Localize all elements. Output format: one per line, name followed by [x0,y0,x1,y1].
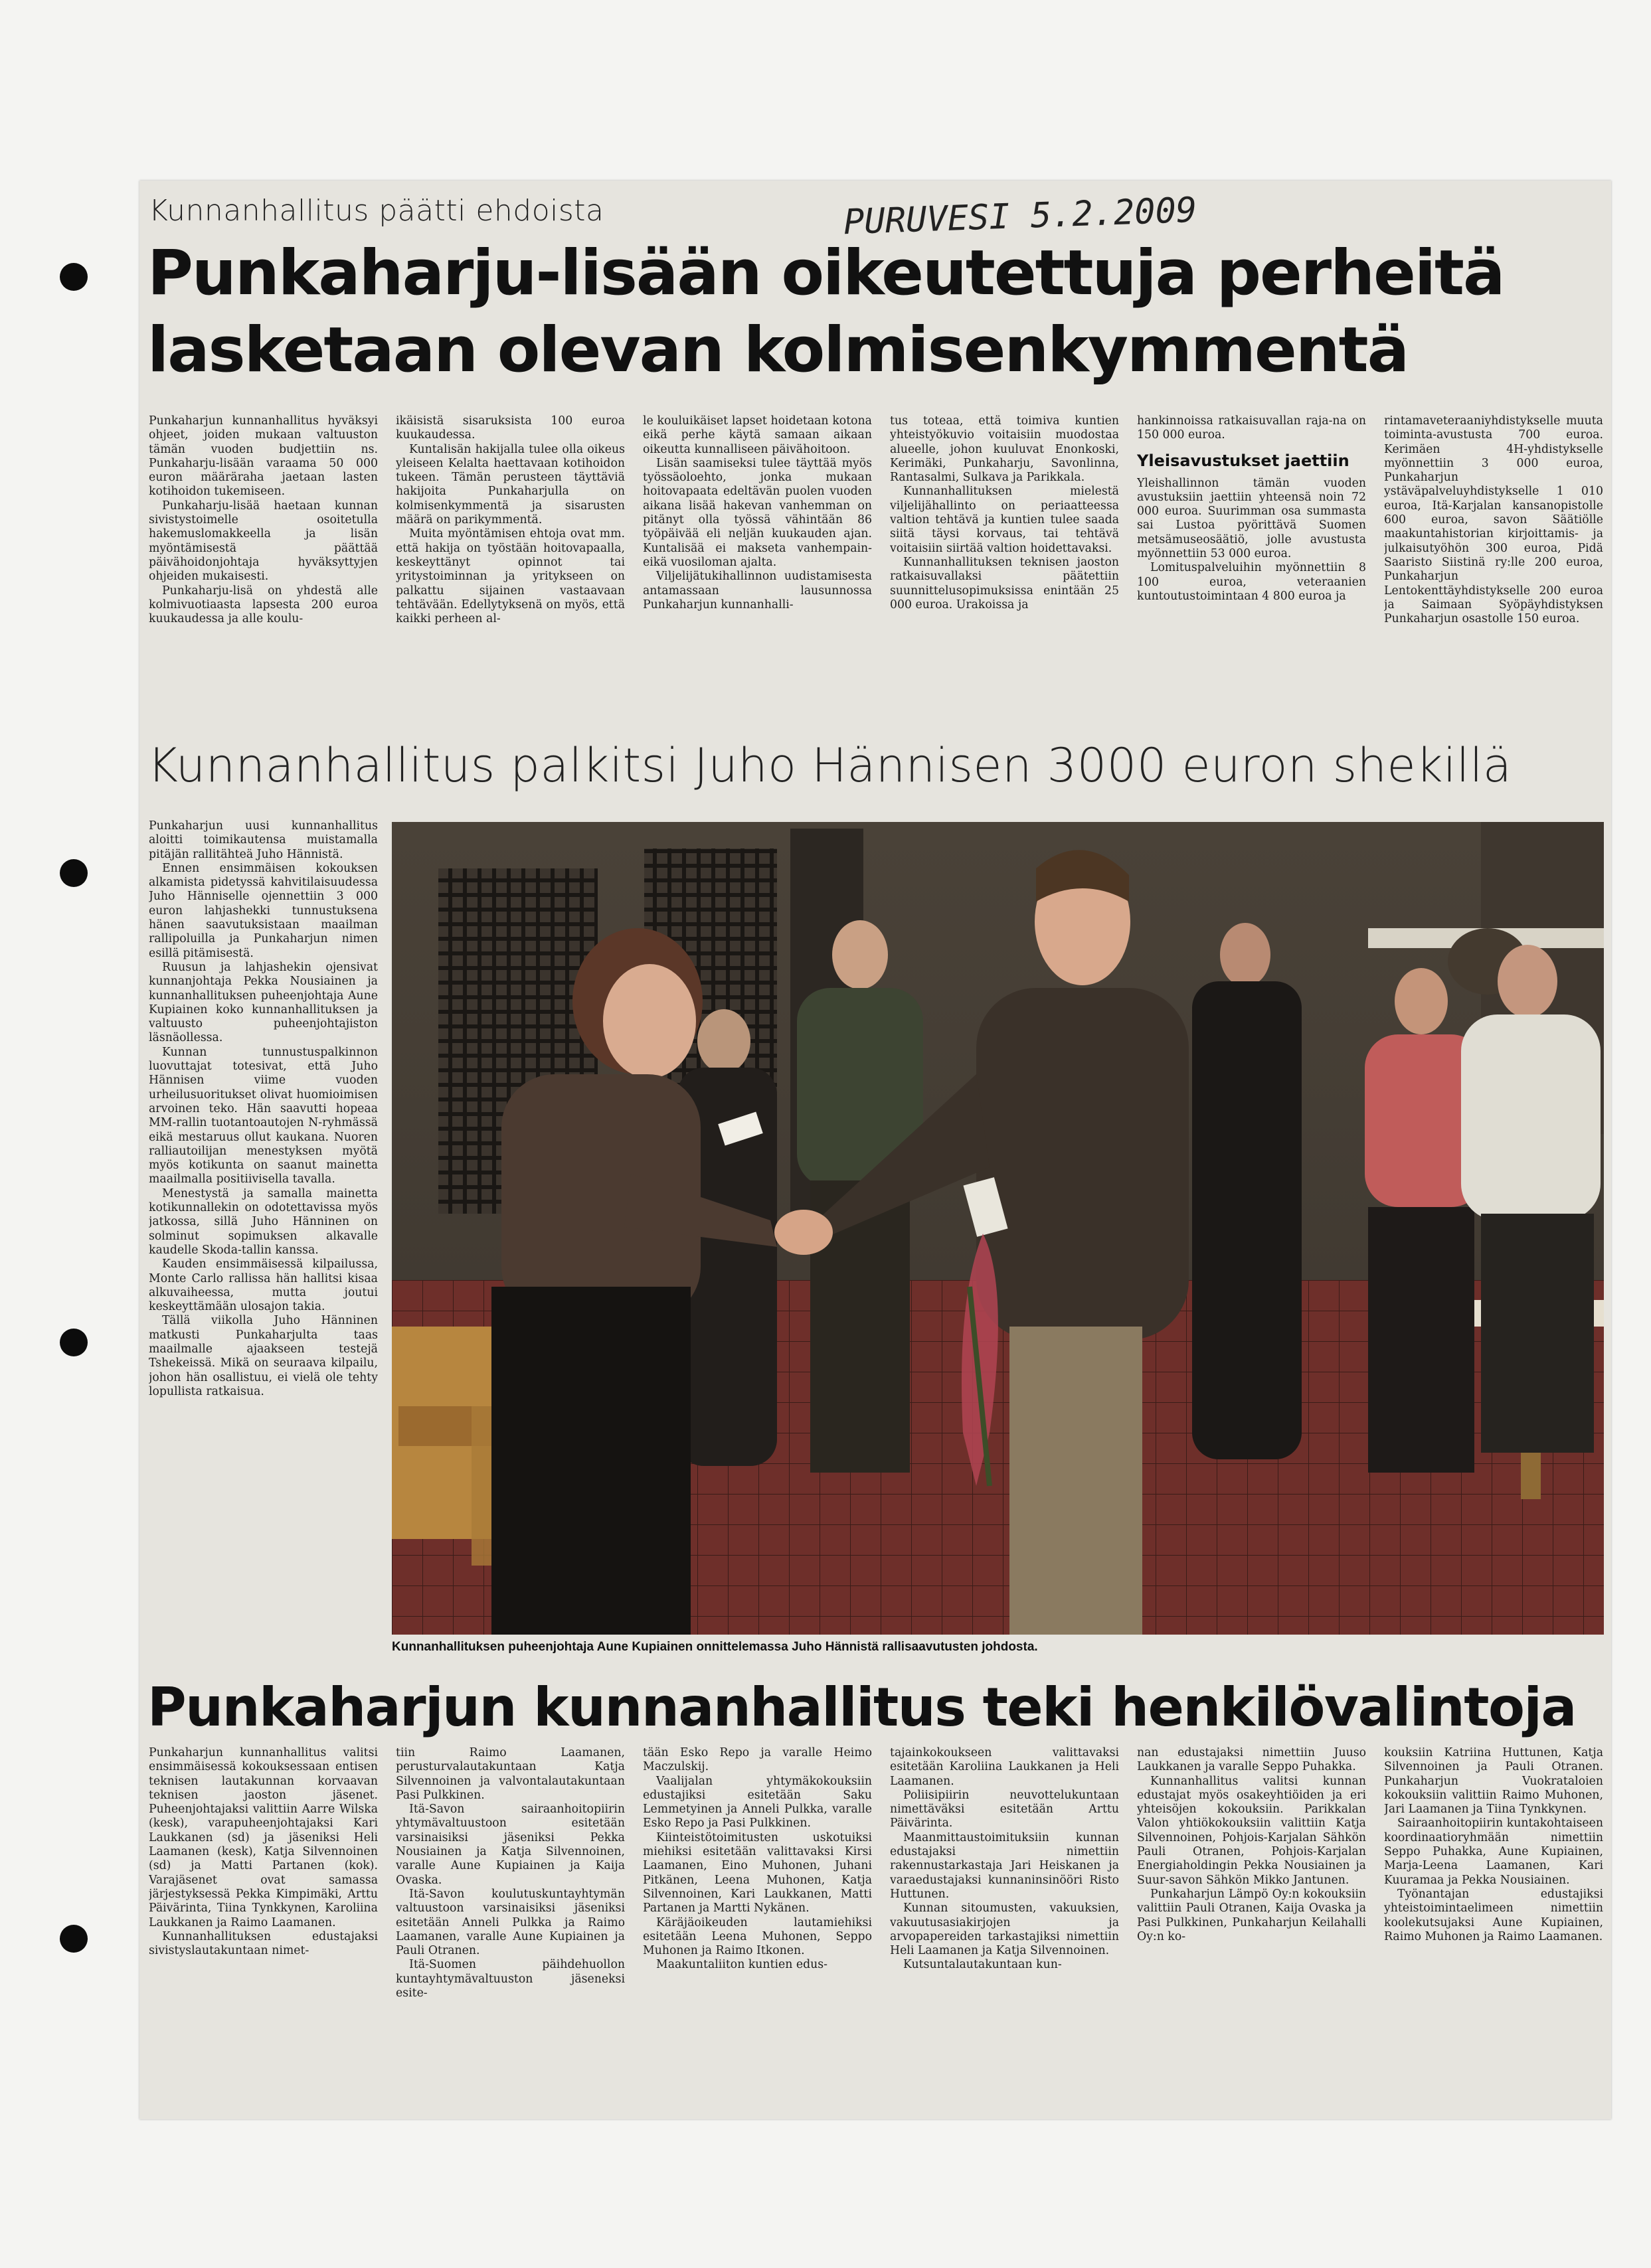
article3-col3-paragraph: Maakuntaliiton kuntien edus- [656,1958,828,1972]
article1-col2-paragraph: Muita myöntämisen ehtoja ovat mm. että hakija on työstään hoitovapaalla, keskeyttänyt opinnot tai yritystoiminnan ja yritykseen on palkattu sijainen vastaavaan tehtävään. Edellytyksenä on myös, että kaikki perheen al- [396,527,625,626]
article3-col5-paragraph: nan edustajaksi nimettiin Juuso Laukkanen ja varalle Seppo Puhakka. [1137,1746,1366,1774]
article1-col3-paragraph: Lisän saamiseksi tulee täyttää myös työssäoloehto, jonka mukaan hoitovapaata edeltävän puolen vuoden aikana lisää hakevan vanhemman on pitänyt olla työssä vähintään 86 työpäivää eli neljän kuukauden ajan. Kuntalisää ei makseta vanhempain- eikä vuosiloman ajalta. [643,456,872,569]
article1-column-4 [890,414,1119,700]
article3-col3-paragraph: Kiinteistötoimitusten uskotuiksi miehiksi esitetään valittavaksi Kirsi Laamanen, Eino Muhonen, Juhani Pitkänen, Leena Muhonen, Katja Silvennoinen, Kari Laukkanen, Matti Partanen ja Martti Nykänen. [643,1830,872,1915]
article1-col5-top-text: hankinnoissa ratkaisuvallan raja-na on 150 000 euroa. [1137,414,1366,442]
article1-col3-paragraph: Viljelijätukihallinnon uudistamisesta antamassaan lausunnossa Punkaharjun kunnanhalli- [643,570,872,611]
article3-col1-paragraph: Punkaharjun kunnanhallitus valitsi ensimmäisessä kokouksessaan entisen teknisen lautakunnan korvaavan teknisen jaoston jäsenet. Puheenjohtajaksi valittiin Aarre Wilska (kesk), varapuheenjohtajaksi Kari Laukkanen (sd) ja jäseniksi Heli Laamanen (kesk), Katja Silvennoinen (sd) ja Matti Partanen (kok). Varajäsenet ovat samassa järjestyksessä Pekka Kimpimäki, Arttu Päivärinta, Tiina Tynkkynen, Karoliina Laukkanen ja Raimo Laamanen. [149,1746,378,1929]
article3-column-2 [396,1746,625,2118]
article3-column-5 [1137,1746,1366,2118]
article3-col4-paragraph: Maanmittaustoimituksiin kunnan edustajaksi nimettiin rakennustarkastaja Jari Heiskanen ja varaedustajaksi kunnaninsinööri Risto Huttunen. [890,1830,1119,1901]
article3-col4-paragraph: Poliisipiirin neuvottelukuntaan nimettäväksi esitetään Arttu Päivärinta. [890,1788,1119,1830]
article3-col3-paragraph: Käräjäoikeuden lautamiehiksi esitetään Leena Muhonen, Seppo Muhonen ja Raimo Itkonen. [643,1915,872,1958]
article2-column [149,819,378,1637]
article2-headline: Kunnanhallitus palkitsi Juho Hännisen 3000 euron shekillä [147,738,1512,793]
article1-kicker: Kunnanhallitus päätti ehdoista [149,194,604,228]
article3-column-1 [149,1746,378,2118]
article3-col3-paragraph: tään Esko Repo ja varalle Heimo Maczulskij. [643,1746,872,1774]
article1-col3-paragraph: le kouluikäiset lapset hoidetaan kotona eikä perhe käytä samaan aikaan oikeutta kunnalliseen päivähoitoon. [643,414,872,456]
article3-col6-paragraph: Työnantajan edustajiksi yhteistoimintaelimeen nimettiin koolekutsujaksi Aune Kupiainen, Raimo Muhonen ja Raimo Laamanen. [1384,1887,1603,1943]
newspaper-clipping [139,181,1611,2119]
article2-paragraph: Tällä viikolla Juho Hänninen matkusti Punkaharjulta taas maailmalle ajaakseen testejä Tshekeissä. Mikä on seuraava kilpailu, johon hän osallistuu, ei vielä ole tehty lopullista ratkaisua. [149,1314,378,1398]
article3-column-3 [643,1746,872,2118]
punch-hole-upper-middle [60,859,88,887]
article1-column-5 [1137,414,1366,700]
article1-col5-paragraph: Lomituspalveluihin myönnettiin 8 100 euroa, veteraanien kuntoutustoimintaan 4 800 euroa ja [1137,561,1366,603]
article1-column-3 [643,414,872,700]
article1-col2-paragraph: ikäisistä sisaruksista 100 euroa kuukaudessa. [396,414,625,442]
article3-col2-paragraph: tiin Raimo Laamanen, perusturvalautakuntaan Katja Silvennoinen ja valvontalautakuntaan Pasi Pulkkinen. [396,1746,625,1802]
article3-headline: Punkaharjun kunnanhallitus teki henkilövalintoja [147,1676,1576,1738]
article3-col1-paragraph: Kunnanhallituksen edustajaksi sivistyslautakuntaan nimet- [149,1929,378,1958]
article2-paragraph: Punkaharjun uusi kunnanhallitus aloitti toimikautensa muistamalla pitäjän rallitähteä Juho Hännistä. [149,819,378,861]
article1-col1-paragraph: Punkaharju-lisää haetaan kunnan sivistystoimelle osoitetulla hakemuslomakkeella ja lisän myöntämisestä päättää päivähoidonjohtaja hyväksyttyjen ohjeiden mukaisesti. [149,499,378,584]
punch-hole-bottom [60,1925,88,1953]
article3-column-6 [1384,1746,1603,2118]
article3-col4-paragraph: Kunnan sitoumusten, vakuuksien, vakuutusasiakirjojen ja arvopapereiden tarkastajiksi nimettiin Heli Laamanen ja Katja Silvennoinen. [890,1902,1119,1958]
article3-col6-paragraph: Sairaanhoitopiirin kuntakohtaiseen koordinaatioryhmään nimettiin Seppo Puhakka, Aune Kupiainen, Marja-Leena Laamanen, Kari Kuuramaa ja Pekka Nousiainen. [1384,1817,1603,1887]
article3-col4-paragraph: Kutsuntalautakuntaan kun- [903,1958,1062,1972]
article1-column-6 [1384,414,1603,700]
article3-col4-paragraph: tajainkokoukseen valittavaksi esitetään Karoliina Laukkanen ja Heli Laamanen. [890,1746,1119,1788]
punch-hole-top [60,263,88,291]
article2-paragraph: Kunnan tunnustuspalkinnon luovuttajat totesivat, että Juho Hännisen viime vuoden urheilusuoritukset olivat huomioimisen arvoinen teko. Hän saavutti hopeaa MM-rallin tuotantoautojen N-ryhmässä eikä mestaruus ollut kaukana. Nuoren ralliautoilijan menestyksen myötä myös kotikunta on saanut mainetta maailmalla positiivisella tavalla. [149,1045,378,1186]
article1-col2-paragraph: Kuntalisän hakijalla tulee olla oikeus yleiseen Kelalta haettavaan kotihoidon tukeen. Tämän perusteen täyttäviä hakijoita Punkaharjulla on kolmisenkymmentä ja sisarusten määrä on parikymmentä. [396,442,625,527]
article3-col3-paragraph: Vaalijalan yhtymäkokouksiin edustajiksi esitetään Saku Lemmetyinen ja Anneli Pulkka, varalle Esko Repo ja Pasi Pulkkinen. [643,1774,872,1830]
article1-headline-line1: Punkaharju-lisään oikeutettuja perheitä [147,237,1504,309]
punch-hole-lower-middle [60,1329,88,1356]
article1-col1-paragraph: Punkaharju-lisä on yhdestä alle kolmivuotiaasta lapsesta 200 euroa kuukaudessa ja alle koulu- [149,584,378,626]
photo-caption: Kunnanhallituksen puheenjohtaja Aune Kupiainen onnittelemassa Juho Hännistä rallisaavutusten johdosta. [392,1640,1038,1654]
award-ceremony-photo [392,822,1604,1635]
article3-col2-paragraph: Itä-Savon sairaanhoitopiirin yhtymävaltuustoon esitetään varsinaisiksi jäseniksi Pekka Nousiainen ja Katja Silvennoinen, varalle Aune Kupiainen ja Kaija Ovaska. [396,1803,625,1887]
article3-col5-paragraph: Kunnanhallitus valitsi kunnan edustajat myös osakeyhtiöiden ja eri yhteisöjen kokouksiin. Parikkalan Valon yhtiökokouksiin valittiin Katja Silvennoinen, Pohjois-Karjalan Sähkön Pauli Otranen, Pohjois-Karjalan Energiaholdingin Pekka Nousiainen ja Suur-savon Sähkön Mikko Jantunen. [1137,1774,1366,1887]
article3-col2-paragraph: Itä-Suomen päihdehuollon kuntayhtymävaltuuston jäseneksi esite- [396,1958,625,2000]
article2-paragraph: Ennen ensimmäisen kokouksen alkamista pidetyssä kahvitilaisuudessa Juho Hänniselle ojennettiin 3 000 euron lahjashekki tunnustuksena hänen saavutuksistaan maailman rallipoluilla ja Punkaharjun nimen esillä pitämisestä. [149,861,378,960]
article1-headline-line2: lasketaan olevan kolmisenkymmentä [147,314,1408,386]
article3-col6-paragraph: kouksiin Katriina Huttunen, Katja Silvennoinen ja Pauli Otranen. Punkaharjun Vuokrataloien kokouksiin valittiin Raimo Muhonen, Jari Laamanen ja Tiina Tynkkynen. [1384,1746,1603,1817]
article1-col6-paragraph: rintamaveteraaniyhdistykselle muuta toiminta-avustusta 700 euroa. Kerimäen 4H-yhdistykselle myönnettiin 3 000 euroa, Punkaharjun ystäväpalveluyhdistykselle 1 010 euroa, Itä-Karjalan kansanopistolle 600 euroa, savon Säätiölle maakuntahistorian kirjoittamis- ja julkaisutyöhön 300 euroa, Pidä Saaristo Siistinä ry:lle 200 euroa, Punkaharjun Lentokenttäyhdistykselle 200 euroa ja Saimaan Syöpäyhdistyksen Punkaharjun osastolle 150 euroa. [1384,414,1603,626]
article3-col2-paragraph: Itä-Savon koulutuskuntayhtymän valtuustoon varsinaisiksi jäseniksi esitetään Anneli Pulkka ja Raimo Laamanen, varalle Aune Kupiainen ja Pauli Otranen. [396,1887,625,1958]
article1-subheading: Yleisavustukset jaettiin [1137,451,1349,470]
article1-column-1 [149,414,378,700]
handwritten-date-note: PURUVESI 5.2.2009 [843,190,1198,243]
article2-paragraph: Menestystä ja samalla mainetta kotikunnallekin on odotettavissa myös jatkossa, sillä Juho Hänninen on solminut sopimuksen alkavalle kaudelle Skoda-tallin kanssa. [149,1186,378,1257]
article3-column-4 [890,1746,1119,2118]
article1-column-2 [396,414,625,700]
article1-col4-paragraph: tus toteaa, että toimiva kuntien yhteistyökuvio voitaisiin muodostaa alueelle, johon kuuluvat Enonkoski, Kerimäki, Punkaharju, Savonlinna, Rantasalmi, Sulkava ja Parikkala. [890,414,1119,485]
article1-col1-paragraph: Punkaharjun kunnanhallitus hyväksyi ohjeet, joiden mukaan valtuuston tämän vuoden budjettiin ns. Punkaharju-lisään varaama 50 000 euron määräraha jaetaan lasten kotihoidon tukemiseen. [149,414,378,499]
article1-col4-paragraph: Kunnanhallituksen mielestä viljelijähallinto on periaatteessa valtion tehtävä ja kuntien tulee saada siitä täysi korvaus, tai tehtävä voitaisiin siirtää valtion hoidettavaksi. [890,485,1119,555]
article1-col5-paragraph: Yleishallinnon tämän vuoden avustuksiin jaettiin yhteensä noin 72 000 euroa. Suurimman osa summasta sai Lustoa pyörittävä Suomen metsämuseosäätiö, jolle avustusta myönnettiin 53 000 euroa. [1137,476,1366,561]
article1-col4-paragraph: Kunnanhallituksen teknisen jaoston ratkaisuvallaksi päätettiin suunnittelusopimuksissa enintään 25 000 euroa. Urakoissa ja [890,555,1119,611]
article2-paragraph: Ruusun ja lahjashekin ojensivat kunnanjohtaja Pekka Nousiainen ja kunnanhallituksen puheenjohtaja Aune Kupiainen koko kunnanhallituksen ja valtuusto puheenjohtajiston läsnäollessa. [149,960,378,1045]
article2-paragraph: Kauden ensimmäisessä kilpailussa, Monte Carlo rallissa hän hallitsi kisaa alkuvaiheessa, mutta joutui keskeyttämään ulosajon takia. [149,1257,378,1314]
article3-col5-paragraph: Punkaharjun Lämpö Oy:n kokouksiin valittiin Pauli Otranen, Kaija Ovaska ja Pasi Pulkkinen, Punkaharjun Keilahalli Oy:n ko- [1137,1887,1366,1943]
